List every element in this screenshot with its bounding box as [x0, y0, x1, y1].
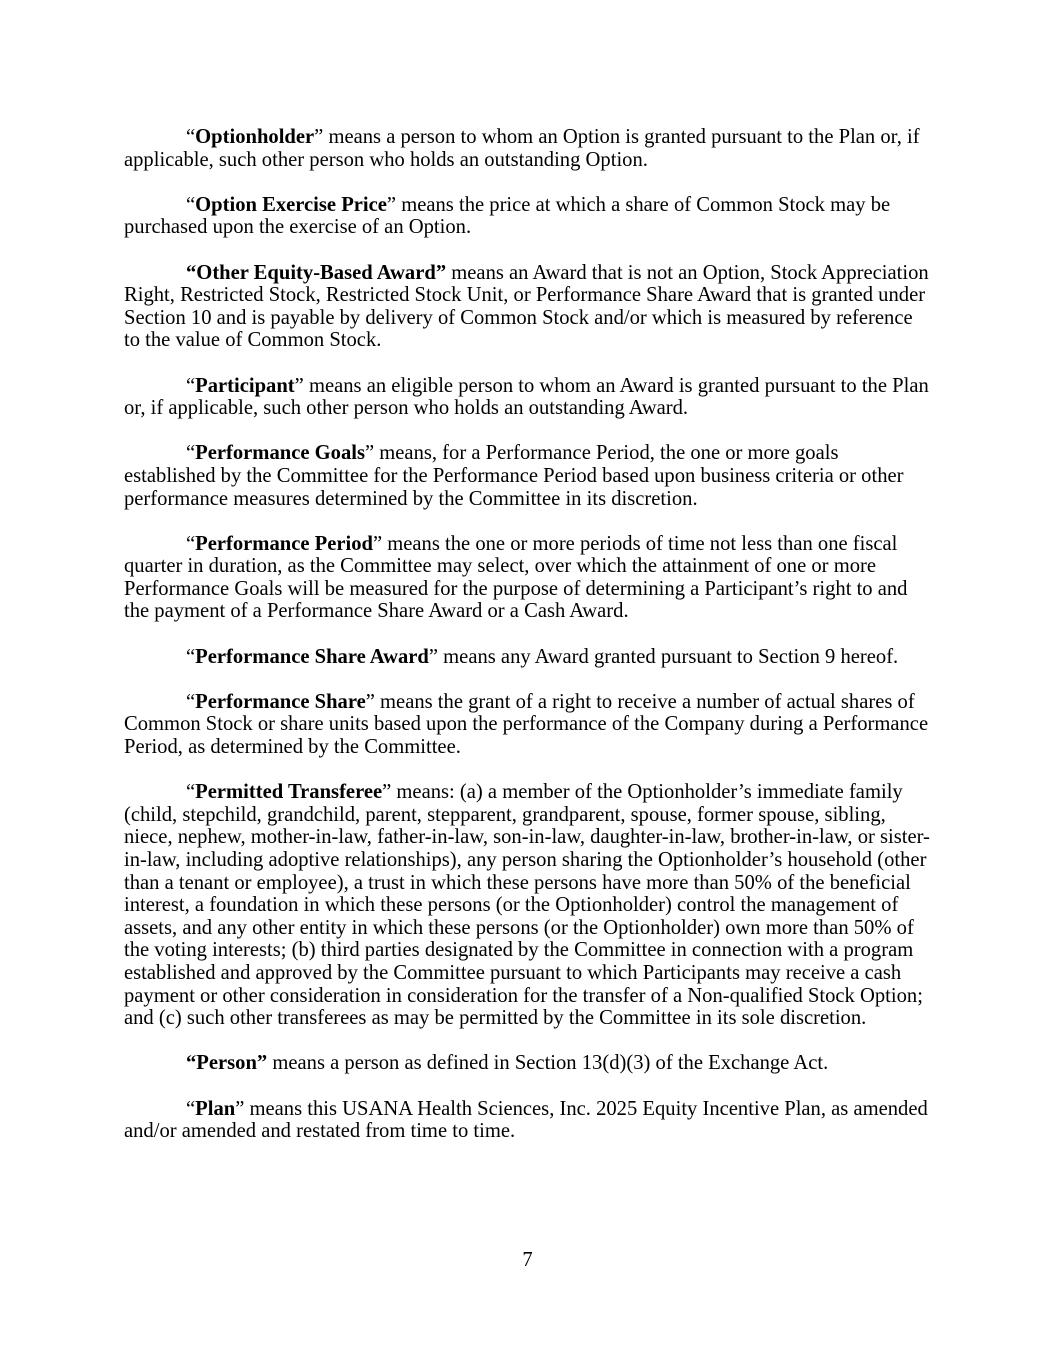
definition-text: means an eligible person to whom an Award is granted pursuant to the Plan or, if applicable, such other person who holds an outstanding Award. [124, 374, 929, 420]
definition-text: means: (a) a member of the Optionholder’s immediate family (child, stepchild, grandchild, parent, stepparent, grandparent, spouse, former spouse, sibling, niece, nephew, mother-in-law, father-in-law, son-in-law, daughter-in-law, brother-in-law, or sister-in-law, including adoptive relationships), any person sharing the Optionholder’s household (other than a tenant or employee), a trust in which these persons have more than 50% of the beneficial interest, a foundation in which these persons (or the Optionholder) control the management of assets, and any other entity in which these persons (or the Optionholder) own more than 50% of the voting interests; (b) third parties designated by the Committee in connection with a program established and approved by the Committee pursuant to which Participants may receive a cash payment or other consideration in consideration for the transfer of a Non-qualified Stock Option; and (c) such other transferees as may be permitted by the Committee in its sole discretion. [124, 781, 930, 1030]
defined-term: “Other Equity-Based Award” [186, 261, 447, 284]
definition-text: means the grant of a right to receive a number of actual shares of Common Stock or share units based upon the performance of the Company during a Performance Period, as determined by the Committee. [124, 690, 929, 759]
defined-term: Performance Goals [195, 442, 365, 465]
definition-text: means this USANA Health Sciences, Inc. 2025 Equity Incentive Plan, as amended and/or amended and restated from time to time. [124, 1097, 928, 1143]
defined-term: Participant [195, 374, 295, 397]
defined-term: Option Exercise Price [195, 193, 387, 216]
definition-text: means a person as defined in Section 13(d)(3) of the Exchange Act. [267, 1052, 829, 1075]
definition-paragraph [124, 262, 932, 352]
defined-term: “Person” [186, 1052, 268, 1075]
definition-paragraph: “Permitted Transferee” means: (a) a member of the Optionholder’s immediate family (child, stepchild, grandchild, parent, stepparent, grandparent, spouse, former spouse, sibling, niece, nephew, mother-in-law, father-in-law, son-in-law, daughter-in-law, brother-in-law, or sister-in-law, including adoptive relationships), any person sharing the Optionholder’s household (other than a tenant or employee), a trust in which these persons have more than 50% of the beneficial interest, a foundation in which these persons (or the Optionholder) control the management of assets, and any other entity in which these persons (or the Optionholder) own more than 50% of the voting interests; (b) third parties designated by the Committee in connection with a program established and approved by the Committee pursuant to which Participants may receive a cash payment or other consideration in consideration for the transfer of a Non-qualified Stock Option; and (c) such other transferees as may be permitted by the Committee in its sole discretion. [124, 781, 930, 1030]
defined-term: Permitted Transferee [195, 781, 383, 804]
definition-paragraph: “Participant” means an eligible person to whom an Award is granted pursuant to the Plan or, if applicable, such other person who holds an outstanding Award. [124, 374, 929, 420]
definition-text: means the one or more periods of time not less than one fiscal quarter in duration, as the Committee may select, over which the attainment of one or more Performance Goals will be measured for the purpose of determining a Participant’s right to and the payment of a Performance Share Award or a Cash Award. [124, 532, 908, 623]
defined-term: Plan [195, 1097, 236, 1120]
definition-paragraph: “Optionholder” means a person to whom an Option is granted pursuant to the Plan or, if applicable, such other person who holds an outstanding Option. [124, 126, 920, 171]
definition-paragraph: “Performance Share Award” means any Award granted pursuant to Section 9 hereof. [186, 645, 899, 668]
definition-text: means an Award that is not an Option, Stock Appreciation Right, Restricted Stock, Restricted Stock Unit, or Performance Share Award that is granted under Section 10 and is payable by delivery of Common Stock and/or which is measured by reference to the value of Common Stock. [124, 261, 929, 352]
defined-term: Performance Share Award [195, 645, 429, 668]
definition-text: means a person to whom an Option is granted pursuant to the Plan or, if applicable, such other person who holds an outstanding Option. [124, 126, 920, 171]
definition-text: means any Award granted pursuant to Section 9 hereof. [438, 645, 899, 668]
definition-paragraph: “Performance Goals” means, for a Performance Period, the one or more goals established by the Committee for the Performance Period based upon business criteria or other performance measures determined by the Committee in its discretion. [124, 442, 904, 510]
definition-paragraph: “Performance Share” means the grant of a right to receive a number of actual shares of Common Stock or share units based upon the performance of the Company during a Performance Period, as determined by the Committee. [124, 690, 929, 759]
definition-paragraph: “Option Exercise Price” means the price at which a share of Common Stock may be purchased upon the exercise of an Option. [124, 193, 891, 239]
definition-paragraph [124, 1052, 932, 1075]
definition-paragraph: “Performance Period” means the one or more periods of time not less than one fiscal quarter in duration, as the Committee may select, over which the attainment of one or more Performance Goals will be measured for the purpose of determining a Participant’s right to and the payment of a Performance Share Award or a Cash Award. [124, 532, 908, 623]
definition-paragraph: “Plan” means this USANA Health Sciences, Inc. 2025 Equity Incentive Plan, as amended and/or amended and restated from time to time. [124, 1097, 928, 1143]
document-body [124, 126, 932, 1165]
page-number: 7 [522, 1249, 533, 1271]
defined-term: Optionholder [195, 126, 315, 148]
definition-text: means the price at which a share of Common Stock may be purchased upon the exercise of an Option. [124, 193, 891, 239]
defined-term: Performance Share [195, 690, 366, 713]
defined-term: Performance Period [195, 532, 373, 555]
definition-text: means, for a Performance Period, the one or more goals established by the Committee for the Performance Period based upon business criteria or other performance measures determined by the Committee in its discretion. [124, 442, 904, 510]
